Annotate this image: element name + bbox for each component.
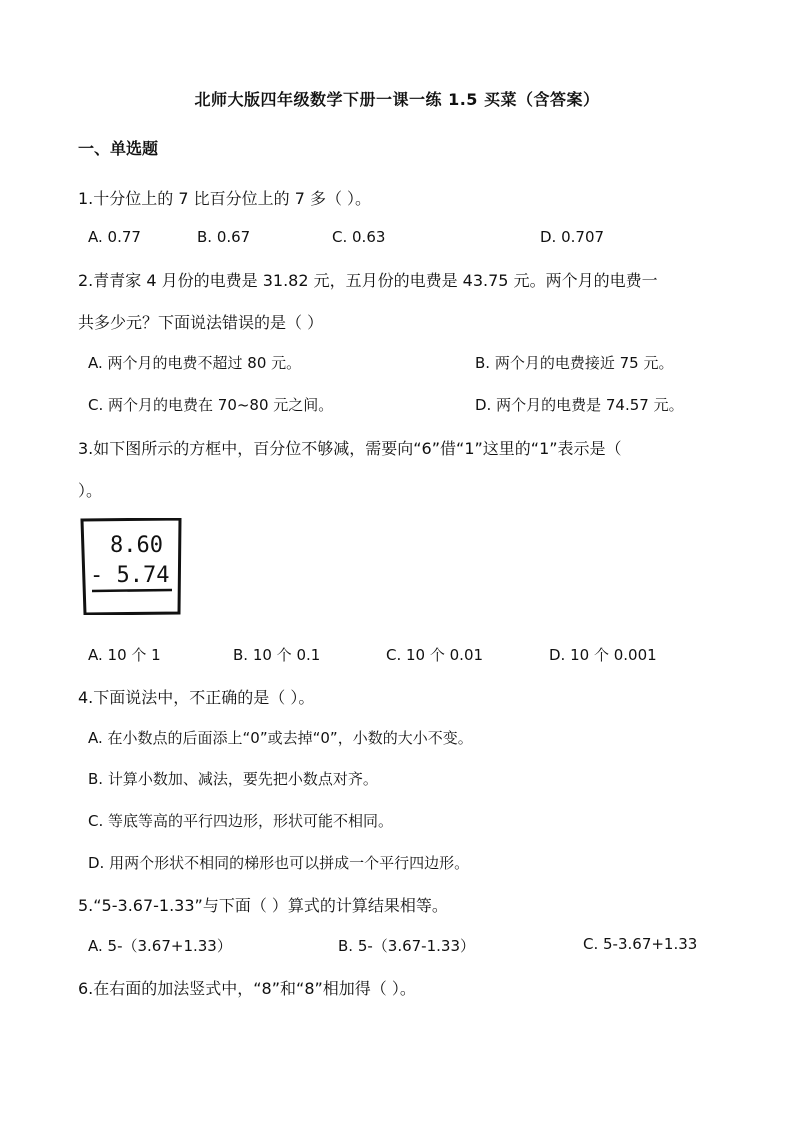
- question-3-option-a[interactable]: A. 10 个 1: [88, 646, 161, 664]
- question-2-option-d[interactable]: D. 两个月的电费是 74.57 元。: [475, 396, 684, 414]
- document-title: 北师大版四年级数学下册一课一练 1.5 买菜（含答案）: [194, 90, 600, 109]
- question-1-option-b[interactable]: B. 0.67: [197, 228, 251, 246]
- figure-top-number: 8.60: [110, 533, 163, 558]
- question-1-option-a[interactable]: A. 0.77: [88, 228, 141, 246]
- question-3-option-d[interactable]: D. 10 个 0.001: [549, 646, 657, 664]
- question-1-text: 1.十分位上的 7 比百分位上的 7 多（ ）。: [78, 189, 372, 208]
- question-5-option-b[interactable]: B. 5-（3.67-1.33）: [338, 937, 475, 955]
- question-3-text-line-2: ）。: [78, 481, 103, 500]
- question-3-option-b[interactable]: B. 10 个 0.1: [233, 646, 321, 664]
- question-6-text: 6.在右面的加法竖式中，“8”和“8”相加得（ ）。: [78, 979, 416, 998]
- question-2-option-c[interactable]: C. 两个月的电费在 70~80 元之间。: [88, 396, 334, 414]
- question-3-text-line-1: 3.如下图所示的方框中，百分位不够减，需要向“6”借“1”这里的“1”表示是（: [78, 439, 622, 458]
- question-5-option-a[interactable]: A. 5-（3.67+1.33）: [88, 937, 232, 955]
- figure-underline: [92, 590, 172, 591]
- question-3-option-c[interactable]: C. 10 个 0.01: [386, 646, 484, 664]
- question-4-option-b[interactable]: B. 计算小数加、减法，要先把小数点对齐。: [88, 770, 378, 788]
- question-2-text-line-2: 共多少元？下面说法错误的是（ ）: [78, 313, 324, 332]
- question-1-option-d[interactable]: D. 0.707: [540, 228, 605, 246]
- question-5-text: 5.“5-3.67-1.33”与下面（ ）算式的计算结果相等。: [78, 896, 448, 915]
- question-4-option-d[interactable]: D. 用两个形状不相同的梯形也可以拼成一个平行四边形。: [88, 854, 470, 872]
- question-2-text-line-1: 2.青青家 4 月份的电费是 31.82 元，五月份的电费是 43.75 元。两个月的电费一: [78, 271, 658, 290]
- question-4-option-a[interactable]: A. 在小数点的后面添上“0”或去掉“0”，小数的大小不变。: [88, 729, 473, 747]
- question-2-option-a[interactable]: A. 两个月的电费不超过 80 元。: [88, 354, 302, 372]
- question-1-option-c[interactable]: C. 0.63: [332, 228, 386, 246]
- subtraction-figure: [80, 518, 182, 615]
- question-2-option-b[interactable]: B. 两个月的电费接近 75 元。: [475, 354, 674, 372]
- question-5-option-c[interactable]: C. 5-3.67+1.33: [583, 935, 698, 953]
- figure-bottom-number: - 5.74: [90, 563, 170, 588]
- section-heading: 一、单选题: [78, 139, 159, 158]
- question-4-text: 4.下面说法中，不正确的是（ ）。: [78, 688, 315, 707]
- question-4-option-c[interactable]: C. 等底等高的平行四边形，形状可能不相同。: [88, 812, 394, 830]
